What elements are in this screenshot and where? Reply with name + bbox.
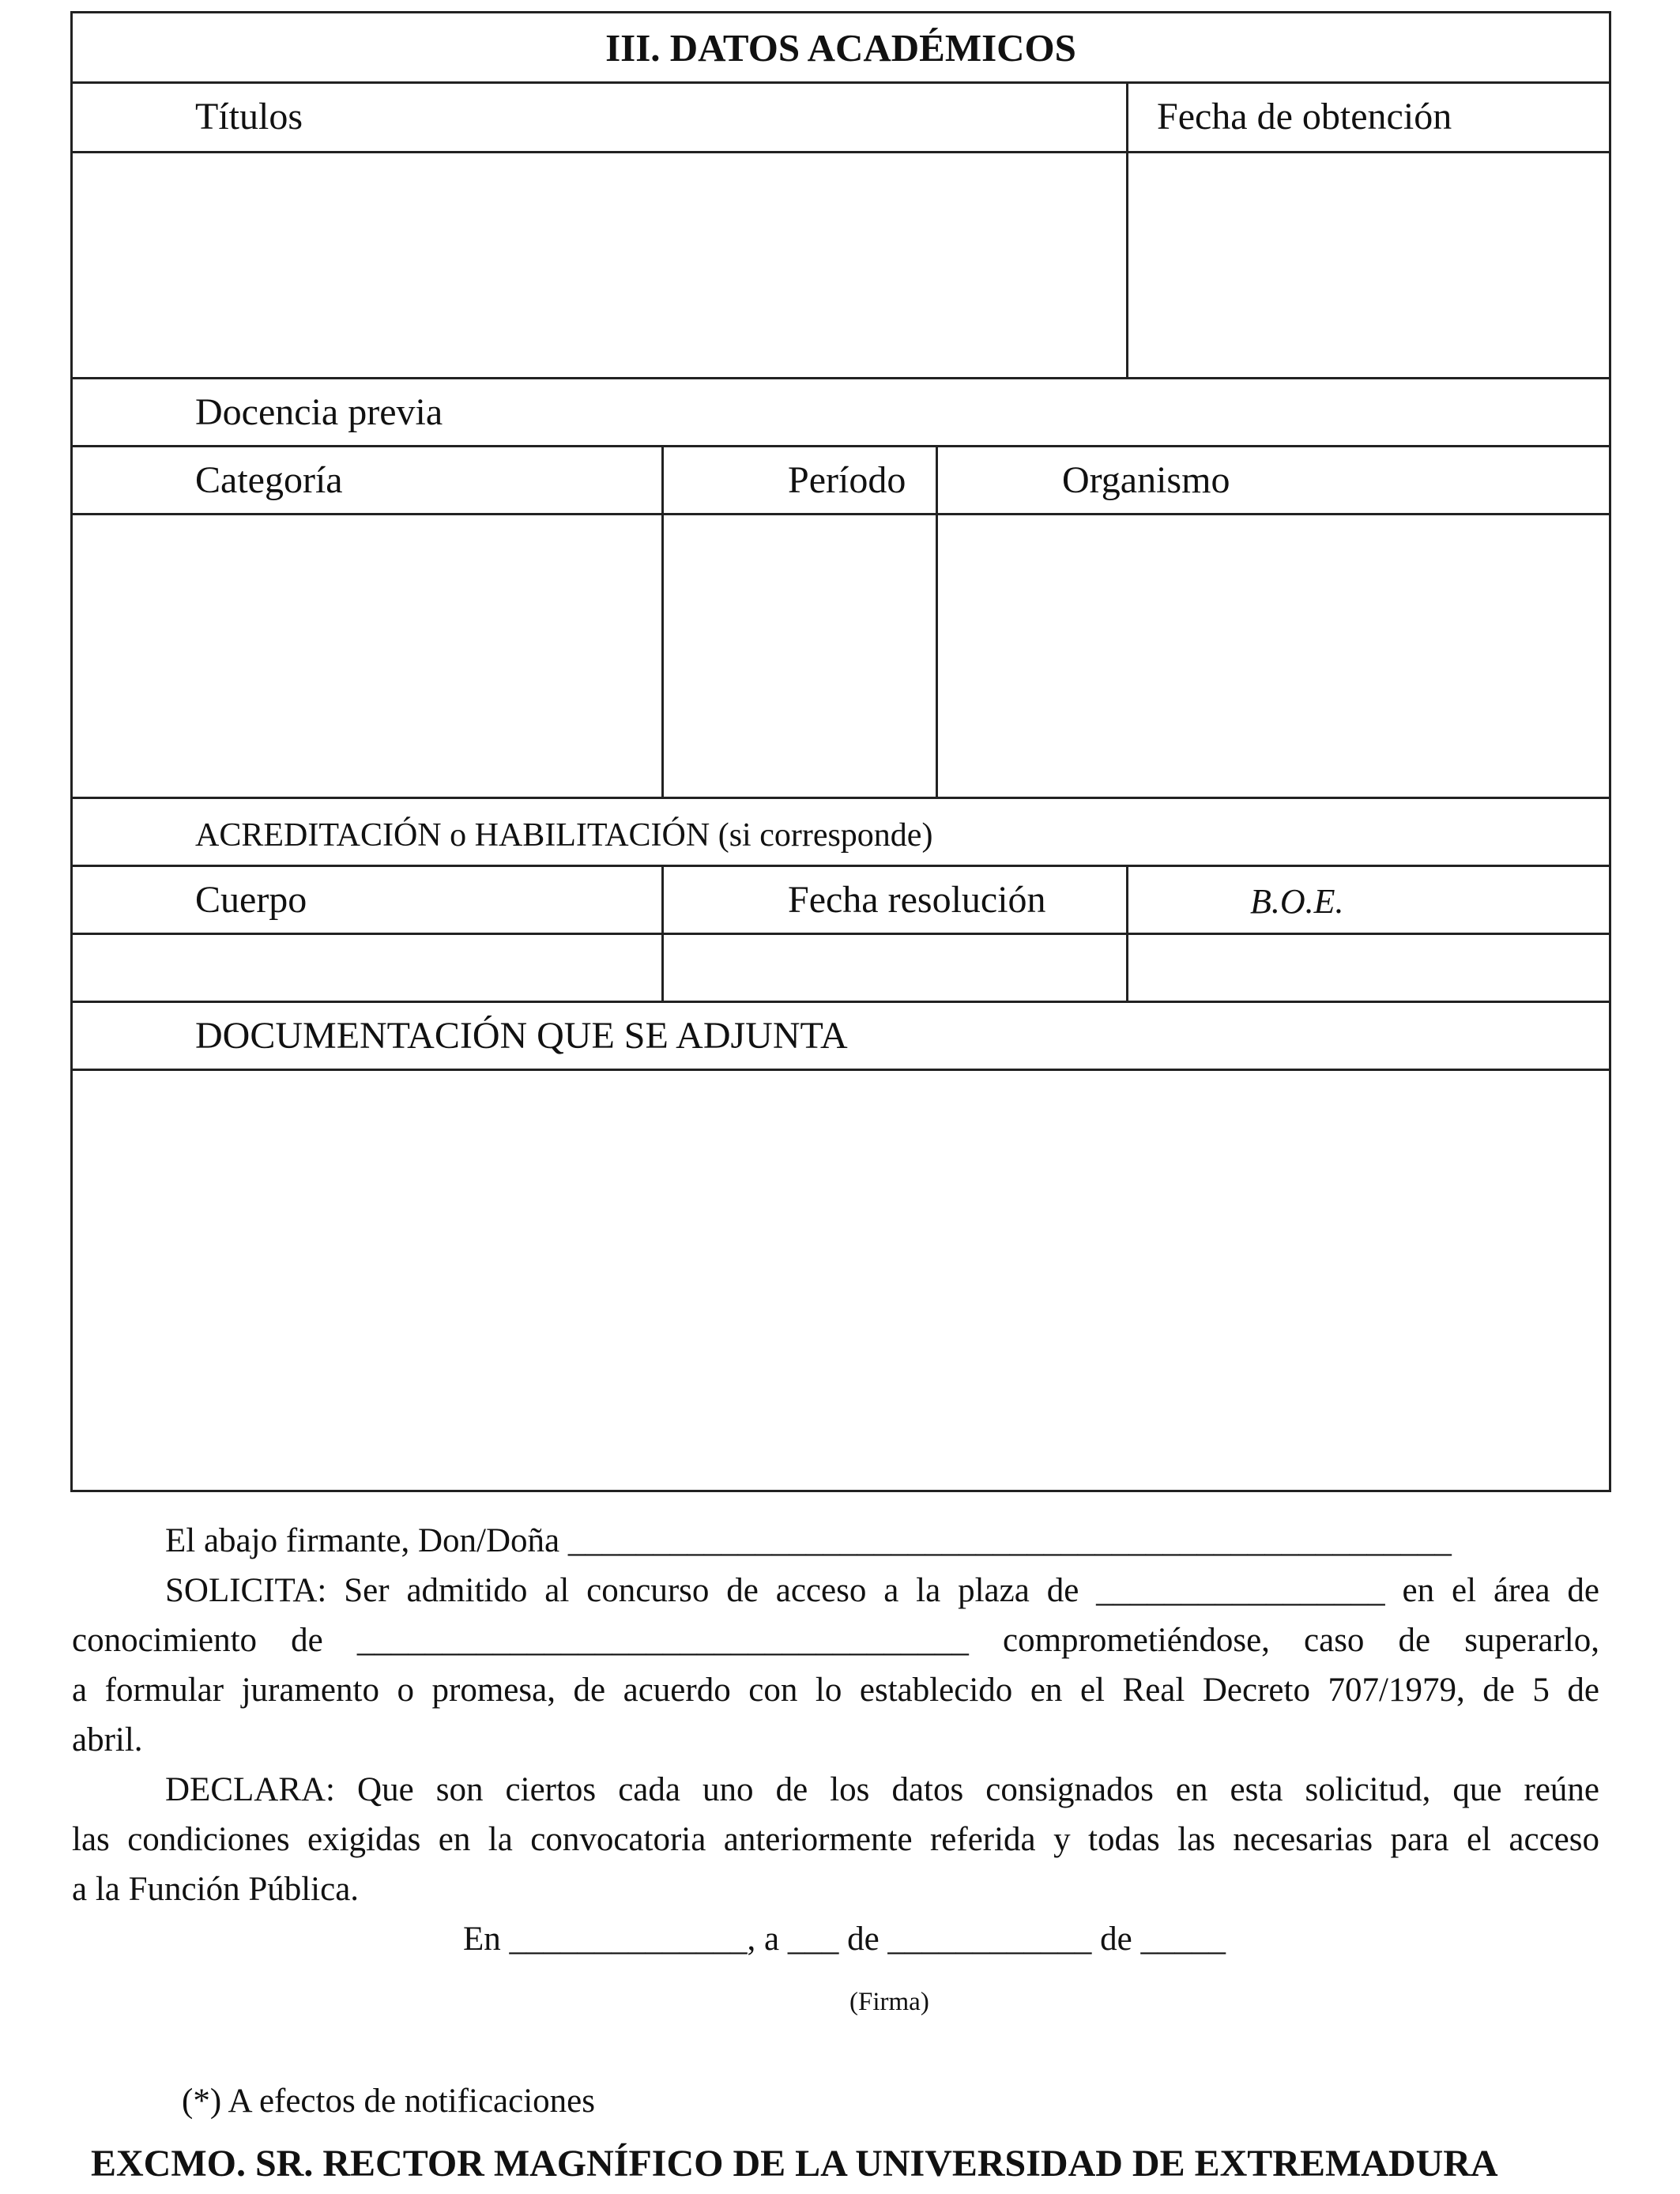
organismo-label: Organismo (1062, 459, 1230, 501)
fecha-resolucion-field[interactable] (661, 935, 1126, 1001)
documentacion-label: DOCUMENTACIÓN QUE SE ADJUNTA (195, 1015, 848, 1057)
fecha-resolucion-label: Fecha resolución (788, 879, 1046, 921)
categoria-field[interactable] (73, 515, 661, 797)
docencia-header-row (70, 379, 1611, 447)
acreditacion-columns-row (70, 867, 1611, 935)
docencia-columns-row (70, 447, 1611, 515)
documentacion-header-row (70, 1003, 1611, 1071)
date-line: En ______________, a ___ de ____________ de _____ (463, 1921, 1226, 1958)
section-title-row (70, 11, 1611, 84)
cuerpo-field[interactable] (73, 935, 661, 1001)
cuerpo-label: Cuerpo (195, 879, 307, 921)
solicita-line-1: SOLICITA: Ser admitido al concurso de acceso a la plaza de _________________ en el área de (165, 1572, 1599, 1609)
section-title: III. DATOS ACADÉMICOS (605, 25, 1076, 70)
organismo-header-cell (936, 447, 1609, 513)
boe-field[interactable] (1126, 935, 1609, 1001)
organismo-field[interactable] (936, 515, 1609, 797)
cuerpo-header-cell (73, 867, 661, 933)
declara-line-1: DECLARA: Que son ciertos cada uno de los datos consignados en esta solicitud, que reúne (165, 1771, 1599, 1808)
fecha-resolucion-header-cell (661, 867, 1126, 933)
periodo-header-cell (661, 447, 936, 513)
firmante-line: El abajo firmante, Don/Doña ____________________________________________________ (165, 1522, 1452, 1559)
declara-line-3: a la Función Pública. (72, 1871, 360, 1908)
solicita-line-2: conocimiento de ____________________________________ comprometiéndose, caso de superarlo, (72, 1622, 1599, 1659)
firma-label: (Firma) (849, 1988, 929, 2016)
documentacion-input-row (70, 1071, 1611, 1492)
acreditacion-header-row (70, 799, 1611, 867)
academic-data-form (70, 11, 1611, 1492)
docencia-header-cell (73, 379, 1609, 445)
fecha-obtencion-field[interactable] (1126, 153, 1609, 377)
docencia-input-row (70, 515, 1611, 799)
acreditacion-label: ACREDITACIÓN o HABILITACIÓN (si corresponde) (195, 817, 933, 854)
docencia-label: Docencia previa (195, 391, 443, 433)
acreditacion-input-row (70, 935, 1611, 1003)
periodo-label: Período (788, 459, 906, 501)
boe-header-cell (1126, 867, 1609, 933)
boe-label: B.O.E. (1250, 882, 1344, 921)
titulos-field[interactable] (73, 153, 1126, 377)
titulos-label: Títulos (195, 96, 303, 138)
declara-line-2: las condiciones exigidas en la convocatoria anteriormente referida y todas las necesarias para el acceso (72, 1821, 1599, 1858)
fecha-obtencion-header-cell (1126, 84, 1609, 151)
periodo-field[interactable] (661, 515, 936, 797)
solicita-line-4: abril. (72, 1721, 143, 1759)
titulos-input-row (70, 153, 1611, 379)
categoria-header-cell (73, 447, 661, 513)
documentacion-field[interactable] (73, 1071, 1609, 1490)
acreditacion-header-cell (73, 799, 1609, 865)
addressee-footer: EXCMO. SR. RECTOR MAGNÍFICO DE LA UNIVERSIDAD DE EXTREMADURA (91, 2143, 1498, 2185)
titulos-header-cell (73, 84, 1126, 151)
notificaciones-note: (*) A efectos de notificaciones (182, 2083, 595, 2120)
categoria-label: Categoría (195, 459, 343, 501)
fecha-obtencion-label: Fecha de obtención (1157, 96, 1452, 138)
documentacion-header-cell (73, 1003, 1609, 1069)
solicita-line-3: a formular juramento o promesa, de acuerdo con lo establecido en el Real Decreto 707/1979, de 5 de (72, 1672, 1599, 1709)
titulos-header-row (70, 84, 1611, 153)
